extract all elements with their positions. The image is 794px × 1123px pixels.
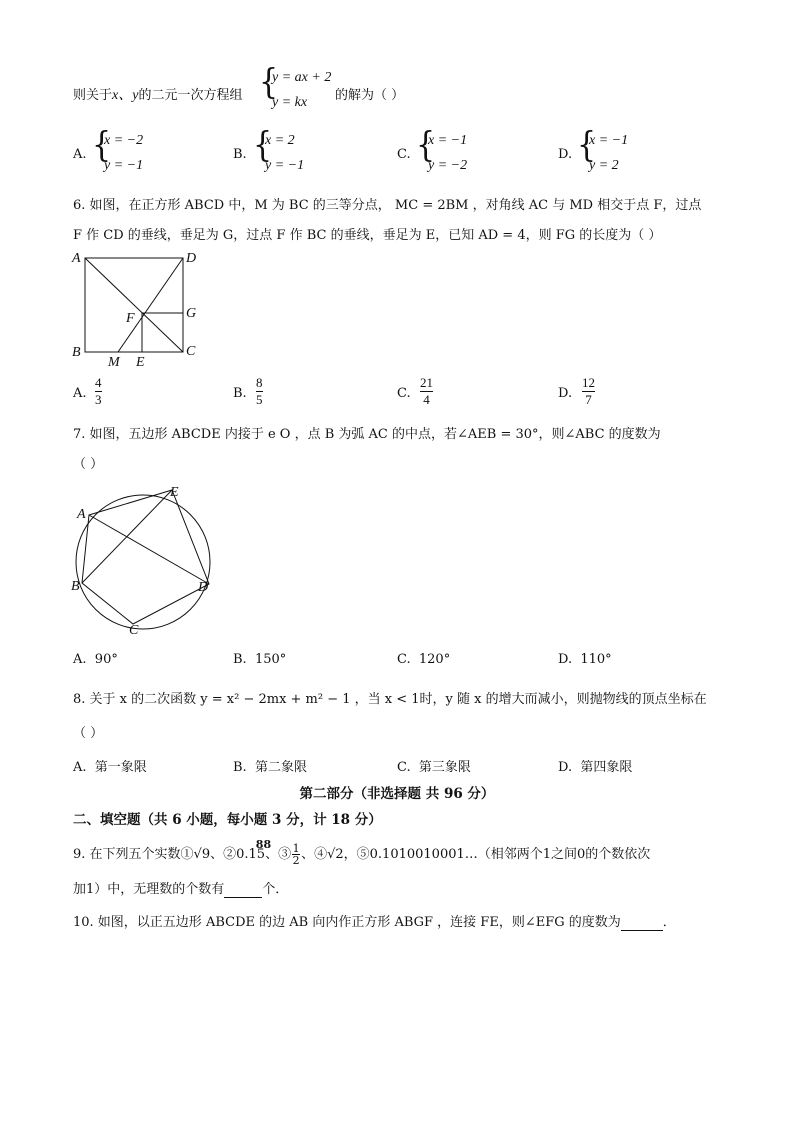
q9-fraction: $\frac{1}{2}$ [292,842,300,867]
q5-option-d-label[interactable]: D. [558,147,573,162]
q7-text-line1: 7. 如图，五边形 ABCDE 内接于 e O ，点 B 为弧 AC 的中点，若∠AEB = 30°，则∠ABC 的度数为 [73,427,661,442]
q6-square-figure [70,248,200,370]
q6-text-line1: 6. 如图，在正方形 ABCD 中，M 为 BC 的三等分点， MC = 2BM ，对角线 AC 与 MD 相交于点 F，过点 [73,198,702,213]
q5-option-b-label[interactable]: B. [233,147,247,162]
q6-option-b-label[interactable]: B. [233,386,247,401]
label-a: A [77,507,86,522]
q9-text-line1 [73,838,651,867]
q9-text-line2: 加1）中，无理数的个数有 个． [73,882,289,897]
q5-option-c-y: y = −2 [428,158,468,173]
q5-eq2: y = kx [272,95,308,110]
q6-text-line2: F 作 CD 的垂线，垂足为 G，过点 F 作 BC 的垂线，垂足为 E，已知 AD = 4，则 FG 的长度为（ ） [73,228,662,243]
diagonal-ac [85,258,183,352]
q8-option-c[interactable]: C. 第三象限 [397,760,471,775]
q5-option-a-label[interactable]: A. [73,147,87,162]
q5-system-brace: { [259,62,279,103]
label-d: D [198,580,209,595]
q10-answer-blank[interactable] [621,915,663,931]
label-c: C [129,623,139,638]
q8-text-line1: 8. 关于 x 的二次函数 y = x² − 2mx + m² − 1 ，当 x < 1时，y 随 x 的增大而减小，则抛物线的顶点坐标在 [73,692,707,707]
q9-repeat-dots: 88 [255,838,272,851]
q5-option-b-brace: { [253,125,273,166]
q7-option-d[interactable]: D. 110° [558,652,612,667]
q8-option-b[interactable]: B. 第二象限 [233,760,307,775]
q5-option-a-x: x = −2 [104,133,144,148]
label-c: C [186,344,196,359]
label-b: B [71,579,80,594]
denominator: 3 [95,391,102,407]
part2-title: 第二部分（非选择题 共 96 分） [299,786,495,802]
q9-item2: 、②0.1 [210,847,257,862]
label-b: B [72,345,81,360]
q5-option-d-brace: { [577,125,597,166]
q6-option-d-label[interactable]: D. [558,386,573,401]
denominator: 5 [256,391,263,407]
q5-option-d-x: x = −1 [589,133,629,148]
q7-option-a[interactable]: A. 90° [73,652,118,667]
q9-item1: √9 [193,847,211,862]
label-m: M [108,355,120,370]
q5-option-b-x: x = 2 [265,133,295,148]
segment-md [118,258,183,352]
q6-option-a-fraction [95,376,102,406]
q5-option-d-y: y = 2 [589,158,619,173]
q8-text-line2: （ ） [73,726,104,741]
numerator: 21 [420,375,433,390]
label-a: A [72,251,81,266]
numerator: 8 [256,375,263,390]
q5-eq1: y = ax + 2 [272,70,332,85]
q10-text: 10. 如图，以正五边形 ABCDE 的边 AB 向内作正方形 ABGF ，连接 FE，则∠EFG 的度数为 ． [73,915,676,930]
q6-option-b-fraction [256,376,263,406]
denominator: 7 [585,391,592,407]
q9-lead: 9. 在下列五个实数① [73,847,194,862]
q5-prefix: 则关于x、y的二元一次方程组 [73,88,243,103]
q5-suffix: 的解为（ ） [335,88,405,103]
numerator: 4 [95,375,102,390]
q7-text-line2: （ ） [73,457,104,472]
q6-option-d-fraction [582,376,595,406]
label-e: E [136,355,145,370]
q9-item2-digit: 5 [256,847,266,862]
label-d: D [186,251,197,266]
q9-item4: 、④√2，⑤0.1010010001…（相邻两个1之间0的个数依次 [301,847,651,862]
circle-o [76,495,210,629]
q6-option-c-label[interactable]: C. [397,386,411,401]
q6-option-a-label[interactable]: A. [73,386,87,401]
chord-ad [89,515,209,584]
denominator: 4 [423,391,430,407]
label-e: E [170,485,179,500]
q5-option-a-brace: { [92,125,112,166]
q5-option-c-label[interactable]: C. [397,147,411,162]
q5-option-c-brace: { [416,125,436,166]
q7-option-c[interactable]: C. 120° [397,652,451,667]
numerator: 12 [582,375,595,390]
q9-answer-blank[interactable] [224,882,262,898]
q8-option-d[interactable]: D. 第四象限 [558,760,633,775]
label-f: F [126,311,135,326]
q6-option-c-fraction [420,376,433,406]
q8-option-a[interactable]: A. 第一象限 [73,760,147,775]
q7-circle-figure [68,480,218,640]
section2-title: 二、填空题（共 6 小题，每小题 3 分，计 18 分） [73,812,382,828]
q5-option-a-y: y = −1 [104,158,144,173]
q5-option-c-x: x = −1 [428,133,468,148]
q9-item3: 、③ [265,847,292,862]
q5-option-b-y: y = −1 [265,158,305,173]
q7-option-b[interactable]: B. 150° [233,652,287,667]
label-g: G [186,306,197,321]
